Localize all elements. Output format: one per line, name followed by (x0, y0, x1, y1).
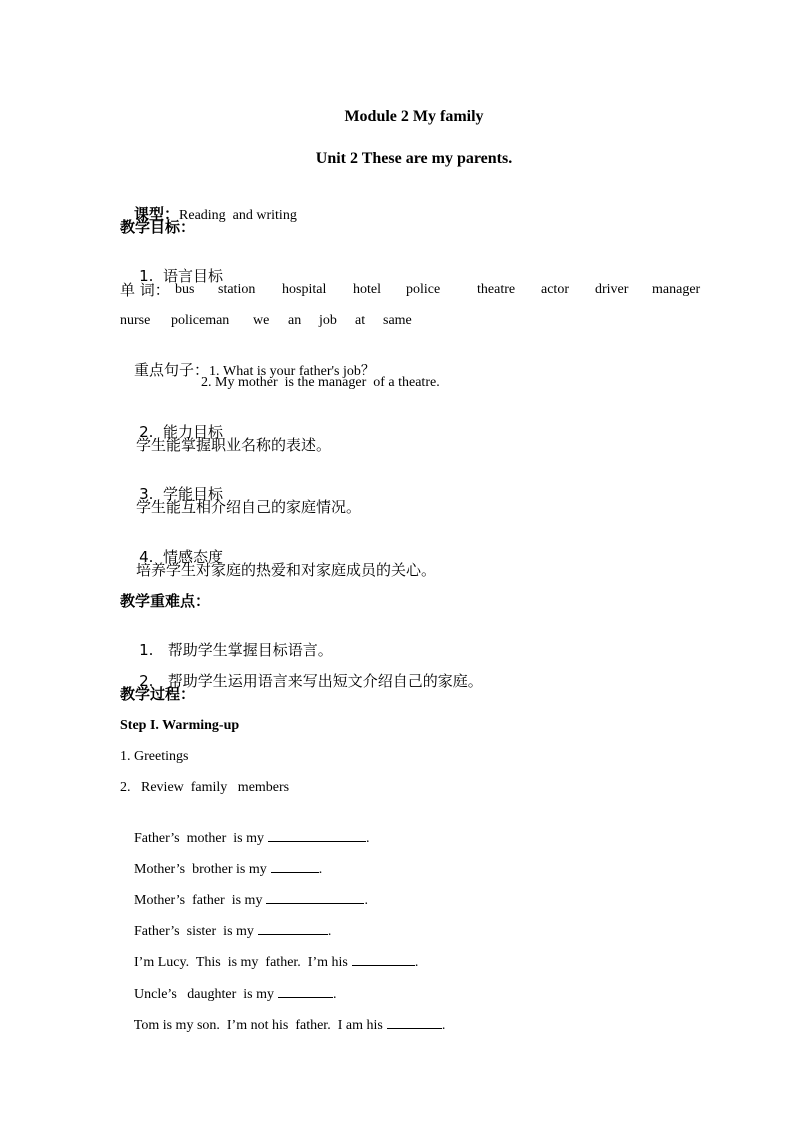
exercise-text: Mother’s brother is my (134, 862, 267, 877)
exercise-text: Tom is my son. I’m not his father. I am his (133, 1018, 383, 1033)
vocab-word: station (218, 282, 256, 297)
answer-blank[interactable] (268, 829, 366, 842)
lesson-type-value: Reading and writing (179, 208, 297, 223)
exercise-text: I’m Lucy. This is my father. I’m his (134, 955, 348, 970)
key-sentence: 1. What is your father's job？ (209, 364, 375, 379)
exercise-end: . (327, 924, 332, 939)
module-title: Module 2 My family (344, 108, 484, 125)
exercise-end: . (366, 831, 370, 846)
answer-blank[interactable] (387, 1016, 442, 1029)
key-point-number: 1. (139, 641, 154, 659)
vocab-word: an (288, 313, 302, 328)
answer-blank[interactable] (278, 985, 333, 998)
key-point-text: 帮助学生运用语言来写出短文介绍自己的家庭。 (167, 672, 483, 690)
exercise-end: . (364, 893, 368, 908)
objective-title: 能力目标 (162, 423, 223, 441)
answer-blank[interactable] (266, 891, 364, 904)
exercise-end: . (441, 1018, 446, 1033)
greetings-item: 1. Greetings (120, 749, 189, 764)
objective-title: 学能目标 (162, 485, 223, 503)
lesson-type-label: 课型： (134, 205, 180, 223)
vocab-word: driver (595, 282, 629, 297)
exercise-end: . (414, 955, 419, 970)
key-sentence: 2. My mother is the manager of a theatre. (201, 375, 440, 390)
vocab-word: same (383, 313, 412, 328)
vocab-word: manager (652, 282, 701, 297)
exercise-end: . (332, 987, 337, 1002)
unit-title: Unit 2 These are my parents. (315, 150, 513, 167)
objective-text: 学生能掌握职业名称的表述。 (136, 436, 332, 454)
review-item: 2. Review family members (120, 780, 290, 795)
exercise-text: Mother’s father is my (134, 893, 263, 908)
objective-number: 1. (139, 267, 154, 285)
vocab-word: theatre (477, 282, 516, 297)
vocab-word: hospital (282, 282, 327, 297)
objective-text: 学生能互相介绍自己的家庭情况。 (136, 498, 362, 516)
vocab-word: job (319, 313, 337, 328)
objective-text: 培养学生对家庭的热爱和对家庭成员的关心。 (136, 561, 437, 579)
vocab-label: 单 词： (120, 281, 170, 299)
vocab-word: we (253, 313, 270, 328)
exercise-end: . (318, 862, 323, 877)
answer-blank[interactable] (271, 860, 319, 873)
vocab-word: bus (175, 282, 195, 297)
exercise-line (120, 998, 445, 1053)
vocab-word: police (406, 282, 441, 297)
exercise-text: Uncle’s daughter is my (134, 987, 274, 1002)
exercise-text: Father’s mother is my (134, 831, 265, 846)
vocab-word: policeman (171, 313, 230, 328)
key-sentences-label: 重点句子： (134, 361, 210, 379)
exercise-text: Father’s sister is my (134, 924, 254, 939)
vocab-word: hotel (353, 282, 381, 297)
process-heading: 教学过程： (120, 685, 196, 703)
vocab-word: actor (541, 282, 569, 297)
answer-blank[interactable] (258, 922, 328, 935)
vocab-word: nurse (120, 313, 151, 328)
key-point-number: 2. (139, 672, 154, 690)
objective-number: 2. (139, 423, 154, 441)
key-points-heading: 教学重难点： (120, 592, 211, 610)
objective-number: 4. (139, 548, 154, 566)
vocab-word: at (355, 313, 366, 328)
objective-title: 情感态度 (162, 548, 223, 566)
objective-title: 语言目标 (162, 267, 223, 285)
objective-number: 3. (139, 485, 154, 503)
answer-blank[interactable] (352, 953, 415, 966)
step-heading: Step I. Warming-up (120, 718, 240, 733)
objectives-heading: 教学目标： (120, 218, 196, 236)
key-point-text: 帮助学生掌握目标语言。 (167, 641, 333, 659)
